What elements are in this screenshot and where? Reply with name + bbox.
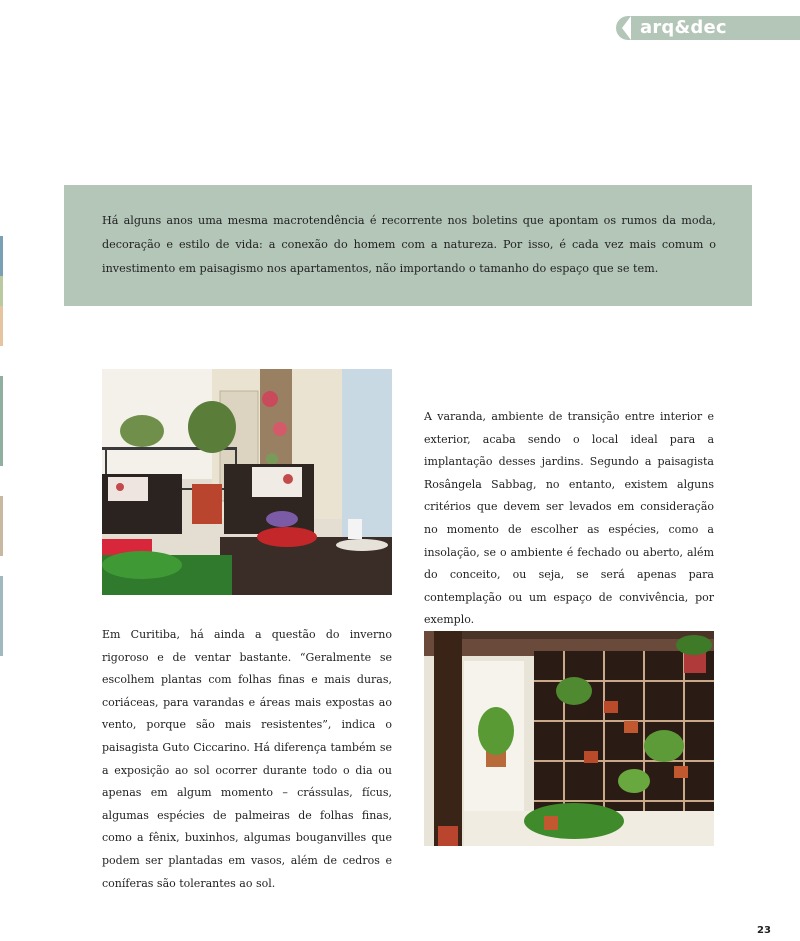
balcony-photo	[102, 369, 392, 595]
intro-text: Há alguns anos uma mesma macrotendência é recorrente nos boletins que apontam os rumos da moda, decoração e estilo de vida: a conexão do homem com a natureza. Por isso, é cada vez mais comum o investimento em paisagismo nos apartamentos, não importando o tamanho do espaço que se tem.	[102, 214, 716, 275]
article-paragraph-2: Em Curitiba, há ainda a questão do inverno rigoroso e de ventar bastante. “Geralmente se escolhem plantas com folhas finas e mais duras, coriáceas, para varandas e áreas mais expostas ao vento, porque são mais resistentes”, indica o paisagista Guto Ciccarino. Há diferença também se a exposição ao sol ocorrer durante todo o dia ou apenas em algum momento – crássulas, fícus, algumas espécies de palmeiras de folhas finas, como a fênix, buxinhos, algumas bouganvilles que podem ser plantadas em vasos, além de cedros e coníferas são tolerantes ao sol.	[102, 628, 392, 890]
section-tab-label: arq&dec	[640, 17, 727, 38]
section-tab	[616, 16, 800, 40]
vertical-garden-photo	[424, 631, 714, 846]
page-edge-marks	[0, 236, 3, 656]
page-number: 23	[757, 925, 771, 936]
vertical-garden-illustration	[424, 631, 714, 846]
balcony-illustration	[102, 369, 392, 595]
article-paragraph-1: A varanda, ambiente de transição entre interior e exterior, acaba sendo o local ideal para a implantação desses jardins. Segundo a paisagista Rosângela Sabbag, no entanto, existem alguns critérios que devem ser levados em consideração no momento de escolher as espécies, como a insolação, se o ambiente é fechado ou aberto, além do conceito, ou seja, se será apenas para contemplação ou um espaço de convivência, por exemplo.	[424, 410, 714, 627]
tab-arrow-notch	[622, 16, 631, 40]
intro-box	[64, 185, 752, 306]
